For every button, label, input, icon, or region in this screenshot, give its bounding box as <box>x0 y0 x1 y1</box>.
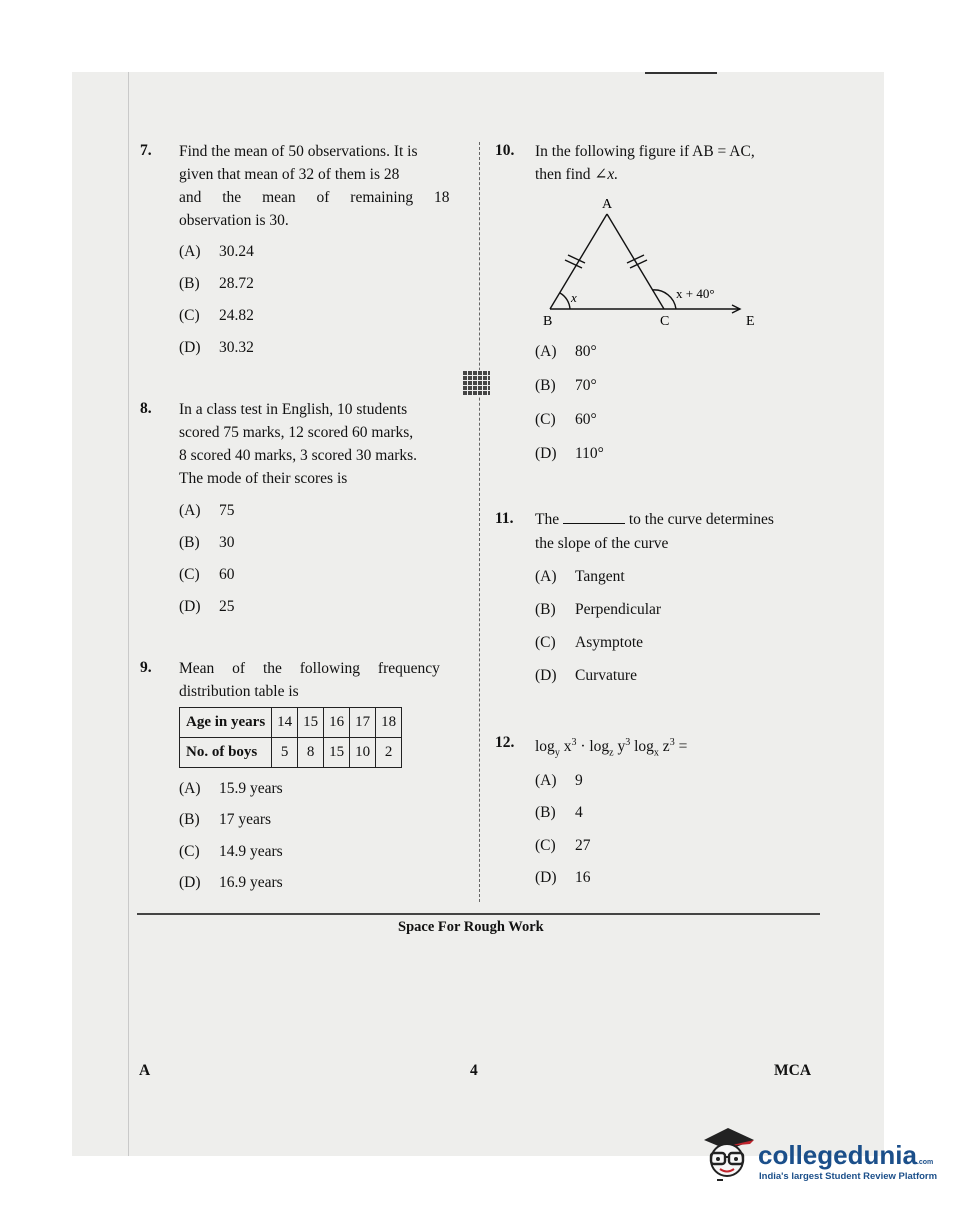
q8-line: 8 scored 40 marks, 3 scored 30 marks. <box>179 447 418 464</box>
table-cell: 18 <box>376 708 402 738</box>
q12-option-a[interactable]: (A) 9 <box>535 772 583 789</box>
q10-option-d[interactable]: (D) 110° <box>535 445 604 462</box>
q11-option-d[interactable]: (D) Curvature <box>535 667 637 684</box>
q7-number: 7. <box>140 142 152 159</box>
collegedunia-tagline: India's largest Student Review Platform <box>759 1171 938 1182</box>
vertex-label: C <box>660 314 670 329</box>
table-row-label: Age in years <box>180 708 272 738</box>
q12-option-d[interactable]: (D) 16 <box>535 869 591 886</box>
vertex-label: B <box>543 314 553 329</box>
q8-option-c[interactable]: (C) 60 <box>179 566 235 583</box>
q10-line: then find ∠x. <box>535 166 619 183</box>
footer-page-number: 4 <box>470 1062 478 1079</box>
q9-number: 9. <box>140 659 152 676</box>
column-divider <box>479 142 480 902</box>
footer-set-code: A <box>139 1062 151 1079</box>
q10-number: 10. <box>495 142 515 159</box>
footer-course: MCA <box>774 1062 812 1079</box>
angle-label: x <box>571 290 577 305</box>
q10-option-c[interactable]: (C) 60° <box>535 411 597 428</box>
q11-line: the slope of the curve <box>535 535 669 552</box>
q7-option-a[interactable]: (A) 30.24 <box>179 243 254 260</box>
q9-option-c[interactable]: (C) 14.9 years <box>179 843 283 860</box>
q7-line: Find the mean of 50 observations. It is <box>179 143 418 160</box>
table-cell: 15 <box>298 708 324 738</box>
q7-option-c[interactable]: (C) 24.82 <box>179 307 254 324</box>
q12-option-b[interactable]: (B) 4 <box>535 804 583 821</box>
q7-line: observation is 30. <box>179 212 289 229</box>
table-cell: 2 <box>376 738 402 768</box>
fill-in-blank <box>563 508 625 524</box>
table-cell: 5 <box>272 738 298 768</box>
q11-option-a[interactable]: (A) Tangent <box>535 568 625 585</box>
q12-expression: $\log_y x^3 \cdot \log_z y^3$ $\log_x z^3$ = <box>535 737 688 759</box>
vertex-label: A <box>602 197 613 212</box>
table-cell: 17 <box>350 708 376 738</box>
q12-option-c[interactable]: (C) 27 <box>535 837 591 854</box>
q9-option-d[interactable]: (D) 16.9 years <box>179 874 283 891</box>
table-cell: 8 <box>298 738 324 768</box>
q11-number: 11. <box>495 510 514 527</box>
frequency-table <box>179 707 402 768</box>
q12-number: 12. <box>495 734 515 751</box>
q10-line: In the following figure if AB = AC, <box>535 143 755 160</box>
qr-code-icon <box>462 370 490 396</box>
table-cell: 10 <box>350 738 376 768</box>
q8-option-b[interactable]: (B) 30 <box>179 534 235 551</box>
top-rule <box>645 72 717 74</box>
collegedunia-mascot-icon <box>700 1126 756 1188</box>
q9-line: Mean of the following frequency <box>179 660 440 677</box>
q10-option-b[interactable]: (B) 70° <box>535 377 597 394</box>
table-cell: 16 <box>324 708 350 738</box>
collegedunia-logo-text: collegedunia.com <box>758 1140 934 1170</box>
vertex-label: E <box>746 314 755 329</box>
rough-work-rule <box>137 913 820 915</box>
angle-label: x + 40° <box>676 286 715 301</box>
table-cell: 14 <box>272 708 298 738</box>
table-row <box>180 738 402 768</box>
q11-line: The to the curve determines <box>535 508 774 532</box>
q8-line: In a class test in English, 10 students <box>179 401 408 418</box>
page-margin-line <box>128 72 129 1156</box>
q11-option-c[interactable]: (C) Asymptote <box>535 634 644 651</box>
table-row-label: No. of boys <box>180 738 272 768</box>
q7-line: given that mean of 32 of them is 28 <box>179 166 400 183</box>
q8-line: The mode of their scores is <box>179 470 348 487</box>
q8-option-a[interactable]: (A) 75 <box>179 502 235 519</box>
q7-option-b[interactable]: (B) 28.72 <box>179 275 254 292</box>
q10-option-a[interactable]: (A) 80° <box>535 343 597 360</box>
q7-line-justified <box>179 186 449 210</box>
triangle-figure <box>540 194 760 334</box>
table-cell: 15 <box>324 738 350 768</box>
q11-option-b[interactable]: (B) Perpendicular <box>535 601 662 618</box>
rough-work-label: Space For Rough Work <box>398 919 544 935</box>
q8-line: scored 75 marks, 12 scored 60 marks, <box>179 424 414 441</box>
q9-option-b[interactable]: (B) 17 years <box>179 811 272 828</box>
q9-option-a[interactable]: (A) 15.9 years <box>179 780 283 797</box>
q9-line: distribution table is <box>179 683 299 700</box>
q7-line: and the mean of remaining 18 <box>179 189 450 206</box>
q8-number: 8. <box>140 400 152 417</box>
table-row <box>180 708 402 738</box>
q7-option-d[interactable]: (D) 30.32 <box>179 339 254 356</box>
q8-option-d[interactable]: (D) 25 <box>179 598 235 615</box>
